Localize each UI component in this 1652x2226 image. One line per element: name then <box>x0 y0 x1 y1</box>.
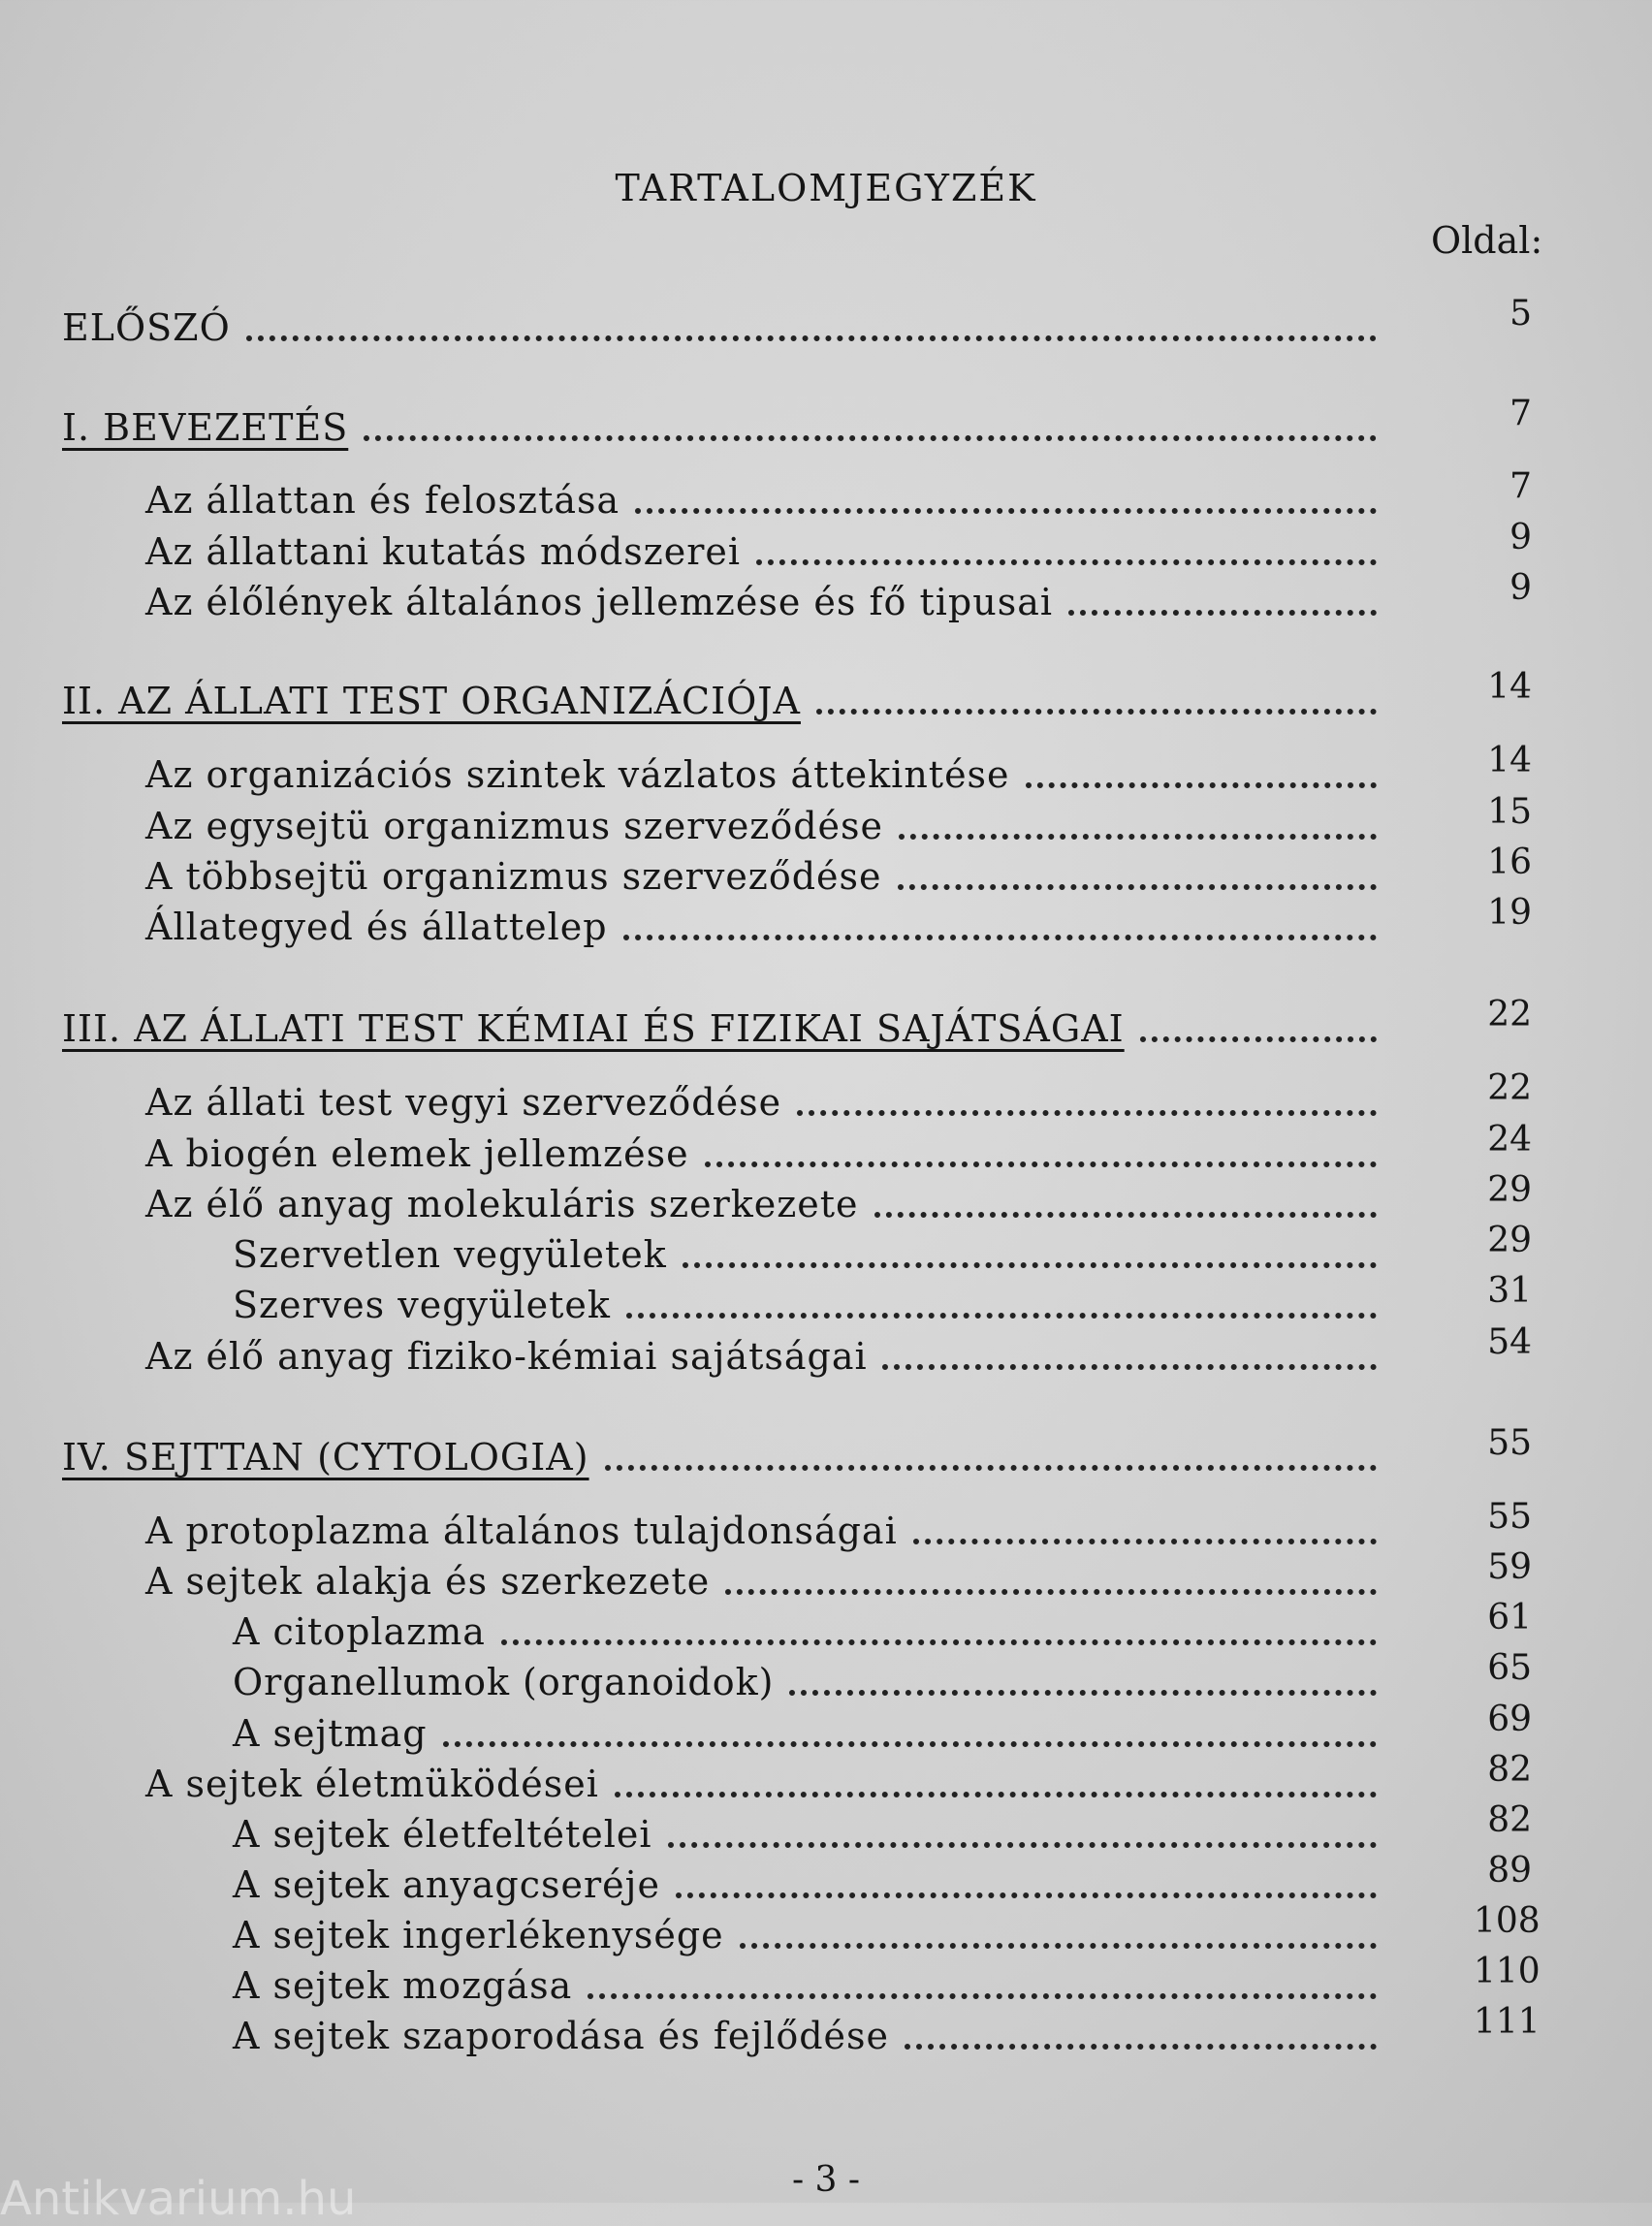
toc-page-number: 55 <box>1487 1497 1532 1537</box>
toc-entry <box>145 568 1551 627</box>
toc-entry-title: Az élő anyag molekuláris szerkezete <box>145 1183 859 1225</box>
toc-page-number: 61 <box>1487 1598 1532 1638</box>
toc-entry <box>62 294 1551 353</box>
toc-entry-title: Az organizációs szintek vázlatos áttekintése <box>145 753 1010 796</box>
toc-page-number: 22 <box>1487 1068 1532 1108</box>
toc-page-number: 29 <box>1487 1221 1532 1260</box>
toc-entry-title: Az egysejtü organizmus szerveződése <box>145 805 884 847</box>
dot-leader <box>1026 738 1377 788</box>
dot-leader <box>740 1898 1377 1949</box>
toc-page-number: 108 <box>1474 1901 1541 1941</box>
toc-page-number: 22 <box>1487 995 1532 1034</box>
toc-entry-title: Organellumok (organoidok) <box>233 1661 775 1703</box>
dot-leader <box>905 1999 1377 2050</box>
toc-entry-title: A sejtek anyagcseréje <box>233 1863 660 1906</box>
toc-section <box>62 995 1551 1054</box>
toc-entry-title: Az állattan és felosztása <box>145 479 620 522</box>
toc-entry-title: A sejtmag <box>233 1712 428 1755</box>
toc-entry-title: A sejtek életmüködései <box>145 1763 599 1805</box>
dot-leader <box>756 515 1377 565</box>
dot-leader <box>725 1544 1377 1595</box>
toc-entry-title: A sejtek mozgása <box>233 1964 573 2007</box>
dot-leader <box>443 1697 1377 1747</box>
toc-entry-title: ELŐSZÓ <box>62 306 231 349</box>
dot-leader <box>588 1949 1377 1999</box>
page-column-header: Oldal: <box>1431 219 1543 262</box>
dot-leader <box>1140 992 1377 1042</box>
toc-entry-title: Az állattani kutatás módszerei <box>145 530 742 573</box>
toc-section <box>62 667 1551 726</box>
toc-entry-title: A sejtek életfeltételei <box>233 1813 652 1856</box>
toc-entry-title: II. AZ ÁLLATI TEST ORGANIZÁCIÓJA <box>62 680 801 722</box>
toc-entry-title: A citoplazma <box>233 1610 486 1653</box>
toc-page-number: 31 <box>1487 1271 1532 1311</box>
toc-entry <box>145 1322 1551 1382</box>
toc-entry-title: Az állati test vegyi szerveződése <box>145 1081 782 1124</box>
toc-entry-title: Szerves vegyületek <box>233 1284 611 1326</box>
dot-leader <box>899 789 1377 840</box>
dot-leader <box>913 1494 1377 1544</box>
toc-entry-title: Állategyed és állattelep <box>145 906 608 948</box>
toc-page-number: 110 <box>1474 1952 1541 1991</box>
dot-leader <box>605 1420 1377 1471</box>
page-number-footer: - 3 - <box>791 2160 861 2200</box>
toc-page-number: 89 <box>1487 1851 1532 1891</box>
toc-page-number: 14 <box>1487 667 1532 707</box>
toc-page-number: 7 <box>1509 466 1532 506</box>
toc-page-number: 19 <box>1487 893 1532 933</box>
toc-entry <box>145 893 1551 952</box>
toc-page-number: 82 <box>1487 1800 1532 1840</box>
dot-leader <box>1068 565 1377 616</box>
page-title: TARTALOMJEGYZÉK <box>615 167 1037 209</box>
toc-page-number: 111 <box>1474 2002 1541 2042</box>
toc-page-number: 9 <box>1509 518 1532 557</box>
toc-page-number: 15 <box>1487 792 1532 832</box>
dot-leader <box>797 1065 1377 1116</box>
dot-leader <box>364 391 1377 441</box>
dot-leader <box>705 1117 1377 1167</box>
toc-entry-title: A többsejtü organizmus szerveződése <box>145 855 882 898</box>
watermark: Antikvarium.hu <box>0 2172 357 2226</box>
dot-leader <box>668 1797 1377 1848</box>
dot-leader <box>882 1320 1377 1370</box>
dot-leader <box>626 1268 1377 1319</box>
toc-page-number: 55 <box>1487 1423 1532 1463</box>
toc-entry-title: A biogén elemek jellemzése <box>145 1132 689 1175</box>
toc-section <box>62 1423 1551 1482</box>
dot-leader <box>501 1595 1377 1645</box>
toc-entry-title: Az élő anyag fiziko-kémiai sajátságai <box>145 1335 868 1378</box>
toc-entry-title: III. AZ ÁLLATI TEST KÉMIAI ÉS FIZIKAI SAJÁTSÁGAI <box>62 1007 1125 1050</box>
toc-page-number: 29 <box>1487 1170 1532 1210</box>
toc-page-number: 14 <box>1487 741 1532 780</box>
toc-entry-title: A sejtek alakja és szerkezete <box>145 1560 711 1603</box>
toc-entry <box>233 2002 1551 2061</box>
toc-entry-title: I. BEVEZETÉS <box>62 406 349 449</box>
toc-page-number: 5 <box>1509 294 1532 334</box>
dot-leader <box>635 463 1377 514</box>
toc-page-number: 54 <box>1487 1322 1532 1362</box>
toc-page-number: 82 <box>1487 1750 1532 1790</box>
dot-leader <box>623 890 1377 940</box>
toc-page-number: 16 <box>1487 843 1532 882</box>
toc-entry-title: A sejtek ingerlékenysége <box>233 1914 724 1956</box>
toc-entry-title: A sejtek szaporodása és fejlődése <box>233 2015 890 2057</box>
toc-page-number: 65 <box>1487 1648 1532 1688</box>
toc-section <box>62 394 1551 453</box>
dot-leader <box>789 1645 1377 1696</box>
toc-entry-title: A protoplazma általános tulajdonságai <box>145 1510 898 1552</box>
dot-leader <box>874 1167 1378 1218</box>
toc-page-number: 59 <box>1487 1547 1532 1587</box>
toc-entry-title: Szervetlen vegyületek <box>233 1233 667 1276</box>
dot-leader <box>683 1218 1377 1268</box>
dot-leader <box>676 1848 1377 1898</box>
dot-leader <box>898 840 1378 890</box>
toc-page-number: 7 <box>1509 394 1532 433</box>
toc-page-number: 9 <box>1509 568 1532 608</box>
dot-leader <box>246 291 1377 341</box>
toc-page-number: 24 <box>1487 1120 1532 1160</box>
toc-entry-title: IV. SEJTTAN (CYTOLOGIA) <box>62 1436 589 1479</box>
dot-leader <box>816 664 1377 715</box>
toc-page-number: 69 <box>1487 1700 1532 1739</box>
dot-leader <box>615 1747 1377 1797</box>
toc-entry-title: Az élőlények általános jellemzése és fő tipusai <box>145 581 1054 623</box>
